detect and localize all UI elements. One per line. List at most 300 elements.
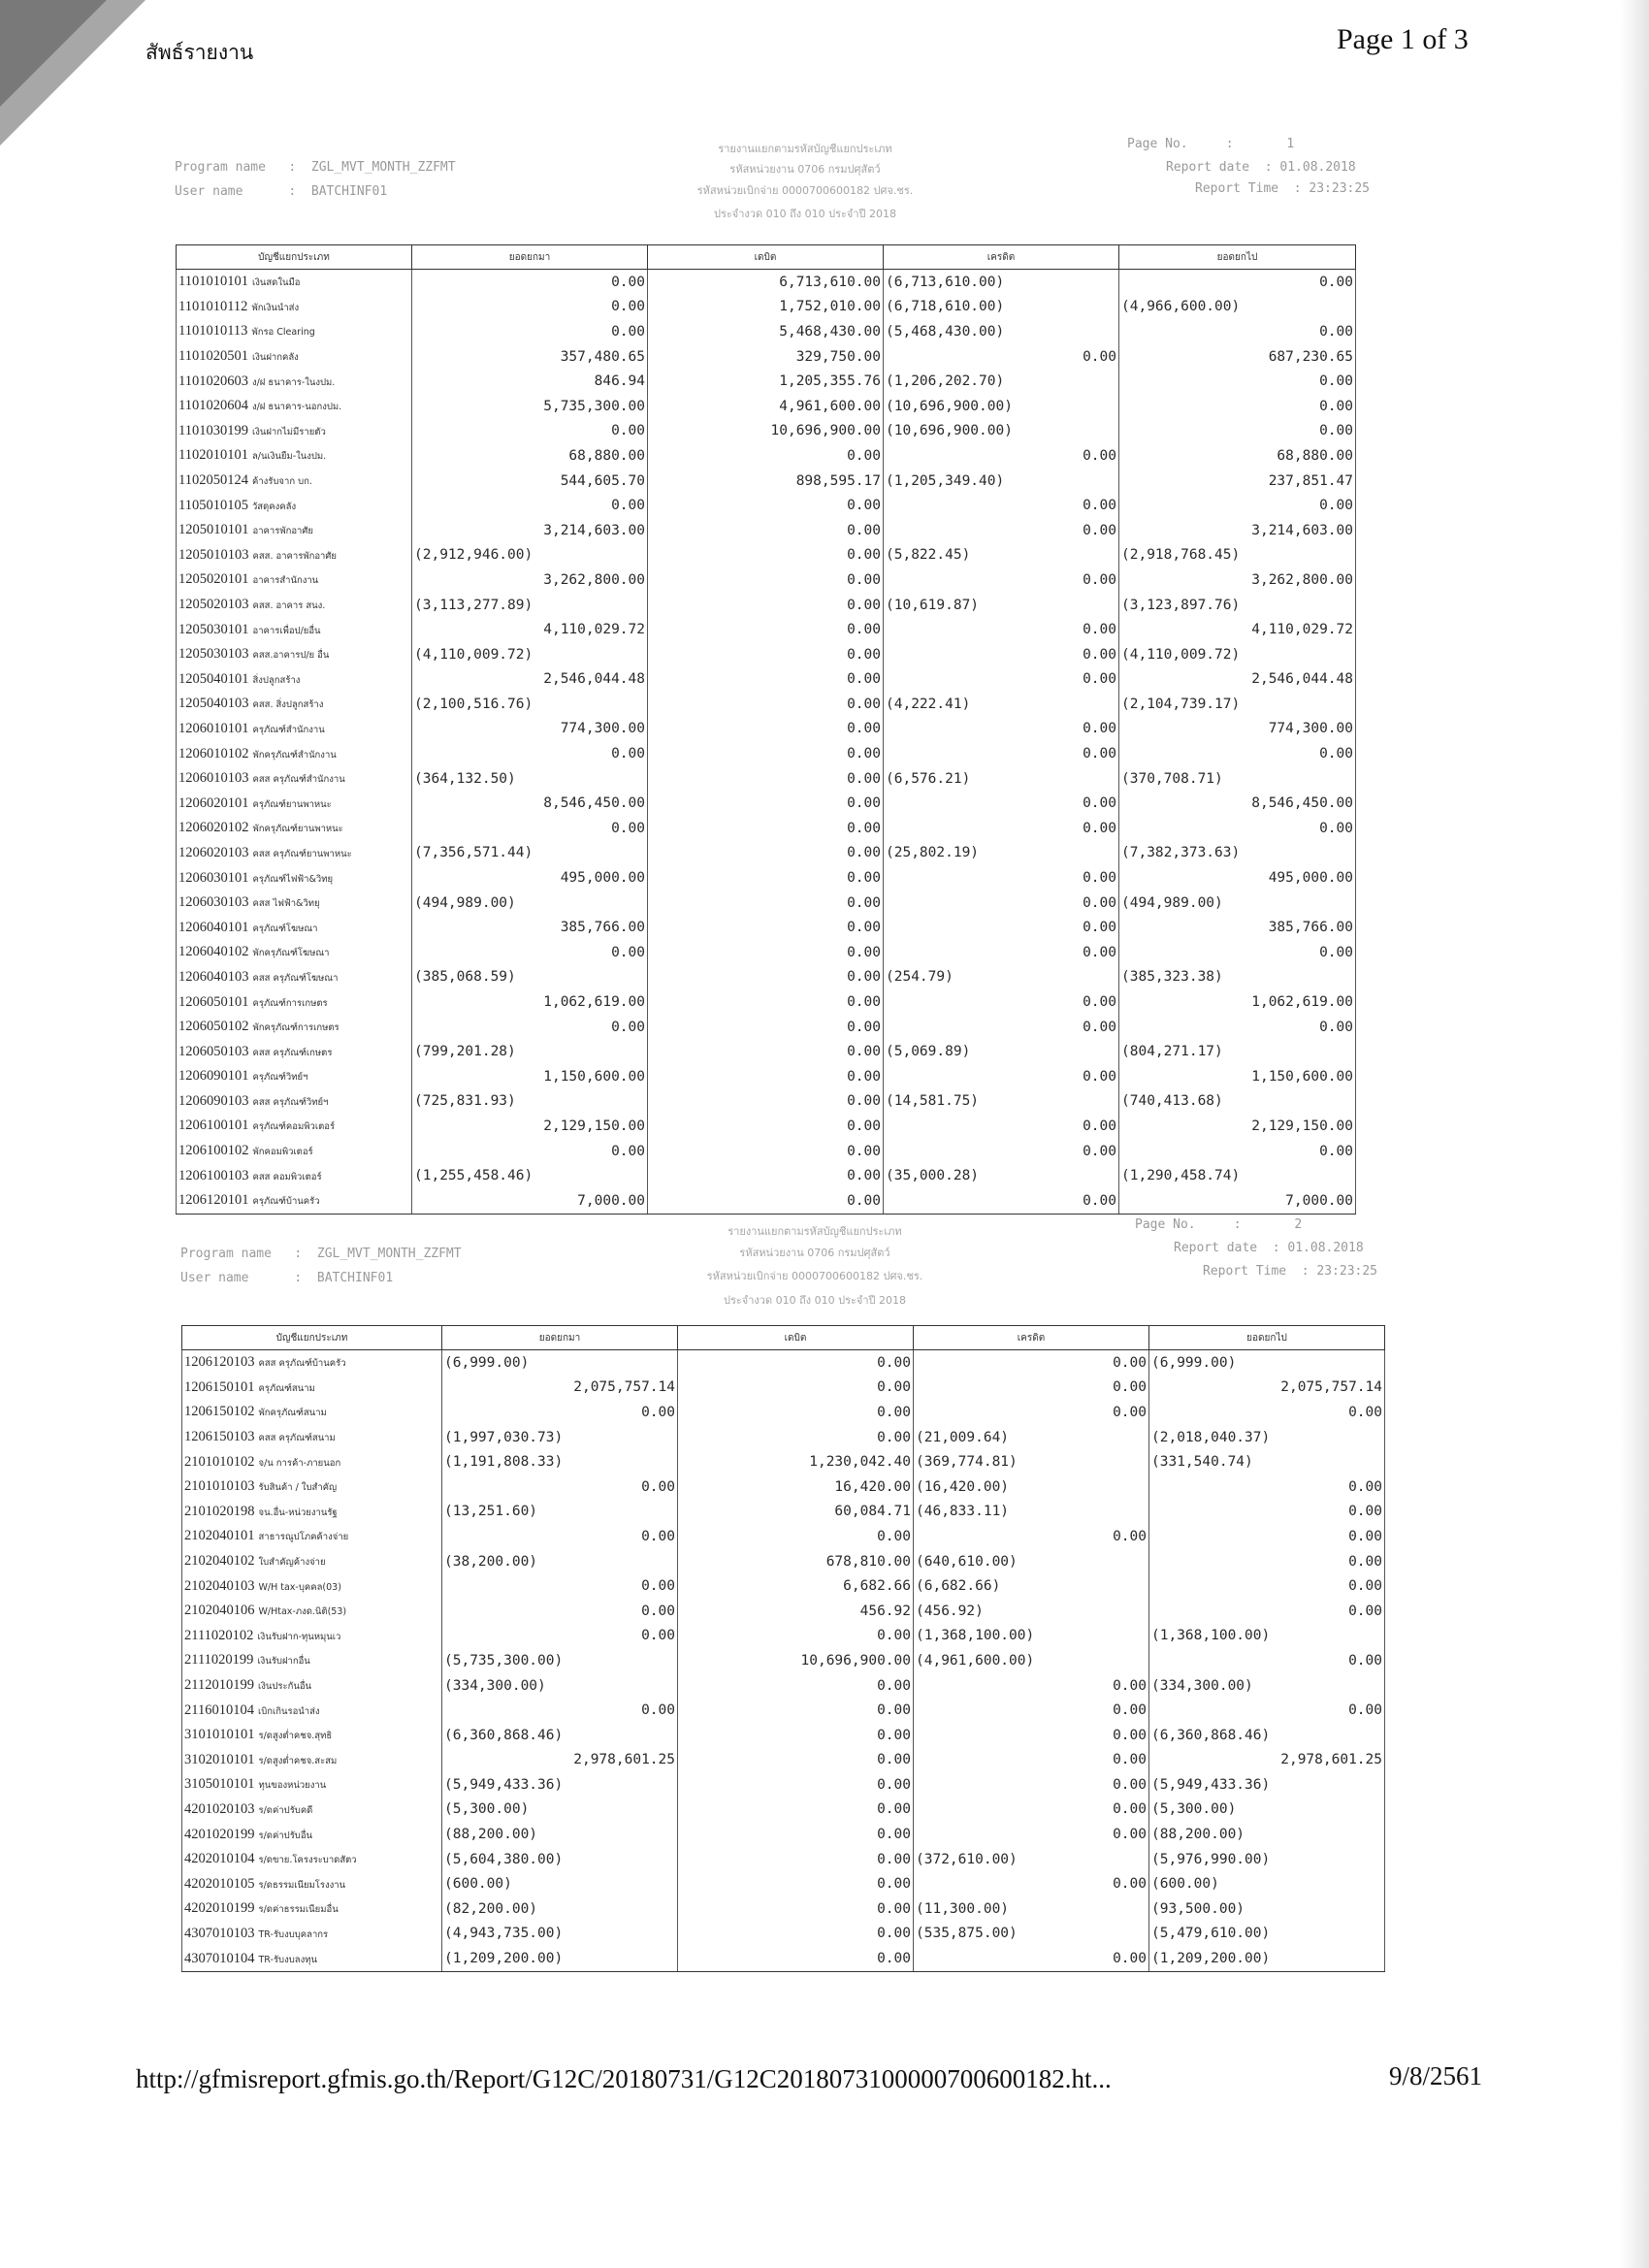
debit-cell: 1,752,010.00 xyxy=(648,295,884,320)
table-row xyxy=(177,1039,1356,1064)
debit-cell: 6,713,610.00 xyxy=(648,270,884,295)
debit-cell: 16,420.00 xyxy=(678,1474,914,1500)
carried-forward-cell: 0.00 xyxy=(1149,1500,1385,1525)
account-code: 1205040103 xyxy=(178,696,249,712)
brought-forward-cell: (725,831.93) xyxy=(412,1089,648,1115)
brought-forward-cell: 2,546,044.48 xyxy=(412,667,648,693)
carried-forward-cell: 495,000.00 xyxy=(1119,865,1356,891)
debit-cell: 0.00 xyxy=(678,1748,914,1773)
table-row xyxy=(177,766,1356,792)
account-code: 1206030103 xyxy=(178,894,249,911)
account-code: 1101020501 xyxy=(178,348,248,365)
brought-forward-cell: (600.00) xyxy=(442,1871,678,1896)
account-description: คสส ครุภัณฑ์เกษตร xyxy=(252,1047,333,1058)
account-cell xyxy=(182,1798,442,1823)
credit-cell: 0.00 xyxy=(884,1064,1119,1089)
credit-cell: 0.00 xyxy=(914,1723,1149,1748)
credit-cell: 0.00 xyxy=(914,1400,1149,1425)
debit-cell: 6,682.66 xyxy=(678,1573,914,1599)
col-header-carried-forward: ยอดยกไป xyxy=(1119,245,1356,270)
account-description: คสส. อาคาร สนง. xyxy=(252,600,326,612)
account-description: ใบสำคัญค้างจ่าย xyxy=(258,1557,326,1569)
table-row xyxy=(177,419,1356,444)
table-row xyxy=(182,1648,1385,1673)
brought-forward-cell: 7,000.00 xyxy=(412,1188,648,1214)
brought-forward-cell: (13,251.60) xyxy=(442,1500,678,1525)
table-row xyxy=(182,1599,1385,1624)
credit-cell: (5,468,430.00) xyxy=(884,319,1119,344)
brought-forward-cell: 0.00 xyxy=(412,940,648,965)
account-cell xyxy=(182,1922,442,1947)
credit-cell: 0.00 xyxy=(884,344,1119,370)
brought-forward-cell: (334,300.00) xyxy=(442,1673,678,1699)
credit-cell: 0.00 xyxy=(914,1798,1149,1823)
debit-cell: 0.00 xyxy=(648,989,884,1015)
debit-cell: 0.00 xyxy=(648,791,884,816)
account-cell xyxy=(177,989,412,1015)
carried-forward-cell: 0.00 xyxy=(1119,1015,1356,1040)
debit-cell: 0.00 xyxy=(678,1798,914,1823)
carried-forward-cell: 0.00 xyxy=(1149,1400,1385,1425)
carried-forward-cell: 0.00 xyxy=(1149,1599,1385,1624)
account-description: สาธารณูปโภคค้างจ่าย xyxy=(258,1532,349,1543)
account-description: พักครุภัณฑ์สำนักงาน xyxy=(252,749,337,761)
table-row xyxy=(182,1500,1385,1525)
debit-cell: 0.00 xyxy=(648,1064,884,1089)
report-time: Report Time : 23:23:25 xyxy=(1203,1264,1378,1279)
table-row xyxy=(177,915,1356,940)
debit-cell: 0.00 xyxy=(648,692,884,717)
account-code: 2116010104 xyxy=(184,1701,254,1718)
carried-forward-cell: (3,123,897.76) xyxy=(1119,593,1356,618)
account-description: ร/ดค่าปรับคดี xyxy=(258,1804,313,1816)
account-code: 1206010101 xyxy=(178,720,249,736)
brought-forward-cell: 846.94 xyxy=(412,369,648,394)
carried-forward-cell: (88,200.00) xyxy=(1149,1822,1385,1847)
account-code: 2102040101 xyxy=(184,1528,255,1544)
page-corner-fold-shadow xyxy=(0,0,107,107)
carried-forward-cell: (7,382,373.63) xyxy=(1119,841,1356,866)
credit-cell: 0.00 xyxy=(884,891,1119,916)
credit-cell: (21,009.64) xyxy=(914,1425,1149,1450)
account-description: เงินรับฝากอื่น xyxy=(257,1656,310,1668)
account-code: 1206030101 xyxy=(178,869,249,886)
report-time: Report Time : 23:23:25 xyxy=(1195,181,1371,196)
table-row xyxy=(182,1772,1385,1798)
debit-cell: 898,595.17 xyxy=(648,469,884,494)
brought-forward-cell: (1,997,030.73) xyxy=(442,1425,678,1450)
account-code: 1205020103 xyxy=(178,597,249,613)
brought-forward-cell: 1,062,619.00 xyxy=(412,989,648,1015)
report-header-line: ประจำงวด 010 ถึง 010 ประจำปี 2018 xyxy=(713,208,896,220)
report-header-line: รหัสหน่วยงาน 0706 กรมปศุสัตว์ xyxy=(739,1247,890,1259)
brought-forward-cell: 0.00 xyxy=(442,1474,678,1500)
debit-cell: 0.00 xyxy=(678,1922,914,1947)
credit-cell: 0.00 xyxy=(914,1350,1149,1376)
table-row xyxy=(177,443,1356,469)
credit-cell: (25,802.19) xyxy=(884,841,1119,866)
account-code: 1206120101 xyxy=(178,1192,249,1209)
account-code: 1101020604 xyxy=(178,398,248,414)
table-row xyxy=(182,1573,1385,1599)
account-code: 1206090103 xyxy=(178,1092,249,1109)
account-description: พักรอ Clearing xyxy=(251,327,315,339)
debit-cell: 0.00 xyxy=(678,1896,914,1922)
carried-forward-cell: (1,290,458.74) xyxy=(1119,1163,1356,1188)
carried-forward-cell: (5,300.00) xyxy=(1149,1798,1385,1823)
account-description: ร/ดธรรมเนียมโรงงาน xyxy=(258,1879,346,1891)
account-cell xyxy=(177,667,412,693)
brought-forward-cell: 8,546,450.00 xyxy=(412,791,648,816)
table-row xyxy=(182,1350,1385,1376)
carried-forward-cell: (1,368,100.00) xyxy=(1149,1624,1385,1649)
debit-cell: 0.00 xyxy=(648,518,884,543)
debit-cell: 0.00 xyxy=(678,1772,914,1798)
col-header-credit: เครดิต xyxy=(914,1326,1149,1350)
credit-cell: (14,581.75) xyxy=(884,1089,1119,1115)
table-row xyxy=(177,1114,1356,1139)
table-row xyxy=(177,865,1356,891)
account-cell xyxy=(182,1772,442,1798)
account-description: เงินรับฝาก-ทุนหมุนเว xyxy=(257,1631,341,1642)
table-row xyxy=(177,989,1356,1015)
report-header-line: รายงานแยกตามรหัสบัญชีแยกประเภท xyxy=(718,143,892,155)
brought-forward-cell: 0.00 xyxy=(442,1698,678,1723)
account-code: 1206010102 xyxy=(178,745,249,761)
account-code: 1206150103 xyxy=(184,1429,255,1445)
brought-forward-cell: 3,214,603.00 xyxy=(412,518,648,543)
col-header-carried-forward: ยอดยกไป xyxy=(1149,1326,1385,1350)
account-cell xyxy=(182,1599,442,1624)
account-cell xyxy=(177,1114,412,1139)
brought-forward-cell: 2,978,601.25 xyxy=(442,1748,678,1773)
account-cell xyxy=(177,493,412,518)
brought-forward-cell: 0.00 xyxy=(412,1139,648,1164)
account-code: 2101010103 xyxy=(184,1478,255,1495)
account-cell xyxy=(177,1015,412,1040)
carried-forward-cell: 0.00 xyxy=(1149,1524,1385,1549)
report-header-line: รหัสหน่วยงาน 0706 กรมปศุสัตว์ xyxy=(729,163,881,176)
account-cell xyxy=(177,344,412,370)
account-cell xyxy=(182,1748,442,1773)
account-description: ร/ดสูงต่ำคชจ.สุทธิ xyxy=(258,1731,333,1742)
col-header-brought-forward: ยอดยกมา xyxy=(412,245,648,270)
credit-cell: 0.00 xyxy=(884,1015,1119,1040)
credit-cell: 0.00 xyxy=(884,518,1119,543)
brought-forward-cell: 774,300.00 xyxy=(412,717,648,742)
account-cell xyxy=(177,319,412,344)
account-description: คสส ครุภัณฑ์สนาม xyxy=(258,1433,336,1444)
account-cell xyxy=(177,841,412,866)
debit-cell: 0.00 xyxy=(648,493,884,518)
credit-cell: (254.79) xyxy=(884,965,1119,990)
credit-cell: (6,576.21) xyxy=(884,766,1119,792)
account-cell xyxy=(182,1549,442,1574)
account-description: คสส. อาคารพักอาศัย xyxy=(252,550,337,562)
table-row xyxy=(182,1624,1385,1649)
account-cell xyxy=(177,369,412,394)
account-code: 1206040103 xyxy=(178,968,249,985)
brought-forward-cell: (364,132.50) xyxy=(412,766,648,792)
user-name: User name : BATCHINF01 xyxy=(180,1271,394,1285)
carried-forward-cell: 0.00 xyxy=(1119,394,1356,419)
account-code: 1206100102 xyxy=(178,1143,249,1159)
table-row xyxy=(182,1425,1385,1450)
brought-forward-cell: 0.00 xyxy=(442,1524,678,1549)
brought-forward-cell: (1,209,200.00) xyxy=(442,1946,678,1971)
credit-cell: 0.00 xyxy=(914,1748,1149,1773)
credit-cell: (10,619.87) xyxy=(884,593,1119,618)
debit-cell: 0.00 xyxy=(648,766,884,792)
account-code: 1205010103 xyxy=(178,546,249,563)
credit-cell: (1,205,349.40) xyxy=(884,469,1119,494)
account-description: เบิกเกินรอนำส่ง xyxy=(257,1705,320,1717)
table-row xyxy=(177,1188,1356,1214)
account-cell xyxy=(182,1400,442,1425)
account-description: ครุภัณฑ์ไฟฟ้า&วิทยุ xyxy=(252,873,334,885)
credit-cell: 0.00 xyxy=(914,1822,1149,1847)
brought-forward-cell: (5,300.00) xyxy=(442,1798,678,1823)
debit-cell: 0.00 xyxy=(648,915,884,940)
carried-forward-cell: (93,500.00) xyxy=(1149,1896,1385,1922)
account-description: ง/ฝ ธนาคาร-ในงปม. xyxy=(251,376,336,388)
account-code: 1205020101 xyxy=(178,571,249,588)
credit-cell: (35,000.28) xyxy=(884,1163,1119,1188)
account-code: 1101010101 xyxy=(178,274,248,290)
account-description: W/H tax-บุคคล(03) xyxy=(258,1581,341,1593)
account-description: คสส ครุภัณฑ์ยานพาหนะ xyxy=(252,848,352,859)
account-code: 1206150102 xyxy=(184,1404,255,1420)
brought-forward-cell: (6,999.00) xyxy=(442,1350,678,1376)
carried-forward-cell: 0.00 xyxy=(1119,493,1356,518)
account-cell xyxy=(177,394,412,419)
account-code: 1205030101 xyxy=(178,621,249,637)
credit-cell: (535,875.00) xyxy=(914,1922,1149,1947)
debit-cell: 0.00 xyxy=(648,717,884,742)
account-code: 1206050101 xyxy=(178,993,249,1010)
table-row xyxy=(177,270,1356,295)
account-description: พักครุภัณฑ์การเกษตร xyxy=(252,1022,340,1034)
brought-forward-cell: 495,000.00 xyxy=(412,865,648,891)
credit-cell: 0.00 xyxy=(884,989,1119,1015)
table-row xyxy=(177,791,1356,816)
carried-forward-cell: 3,262,800.00 xyxy=(1119,567,1356,593)
account-cell xyxy=(182,1425,442,1450)
debit-cell: 1,205,355.76 xyxy=(648,369,884,394)
account-description: ครุภัณฑ์คอมพิวเตอร์ xyxy=(252,1121,336,1133)
account-cell xyxy=(177,469,412,494)
table-row xyxy=(182,1847,1385,1872)
credit-cell: 0.00 xyxy=(884,617,1119,642)
brought-forward-cell: (494,989.00) xyxy=(412,891,648,916)
table-row xyxy=(177,369,1356,394)
account-code: 3105010101 xyxy=(184,1776,255,1793)
account-cell xyxy=(177,717,412,742)
ledger-table-page-1 xyxy=(176,244,1356,1215)
account-cell xyxy=(177,1139,412,1164)
account-description: รับสินค้า / ใบสำคัญ xyxy=(258,1482,338,1494)
brought-forward-cell: 0.00 xyxy=(442,1400,678,1425)
account-code: 4202010104 xyxy=(184,1851,255,1867)
carried-forward-cell: (4,966,600.00) xyxy=(1119,295,1356,320)
account-cell xyxy=(177,965,412,990)
table-row xyxy=(177,394,1356,419)
carried-forward-cell: (600.00) xyxy=(1149,1871,1385,1896)
account-cell xyxy=(182,1350,442,1376)
report-date: Report date : 01.08.2018 xyxy=(1174,1241,1364,1255)
debit-cell: 0.00 xyxy=(678,1624,914,1649)
table-row xyxy=(177,295,1356,320)
account-cell xyxy=(182,1648,442,1673)
account-cell xyxy=(177,816,412,841)
debit-cell: 0.00 xyxy=(648,642,884,667)
debit-cell: 0.00 xyxy=(648,617,884,642)
carried-forward-cell: (6,360,868.46) xyxy=(1149,1723,1385,1748)
credit-cell: (1,368,100.00) xyxy=(914,1624,1149,1649)
carried-forward-cell: 237,851.47 xyxy=(1119,469,1356,494)
account-description: ทุนของหน่วยงาน xyxy=(258,1780,327,1792)
credit-cell: 0.00 xyxy=(884,443,1119,469)
account-description: คสส ไฟฟ้า&วิทยุ xyxy=(252,898,320,910)
account-cell xyxy=(177,865,412,891)
account-description: คสส ครุภัณฑ์สำนักงาน xyxy=(252,774,345,786)
carried-forward-cell: 0.00 xyxy=(1119,319,1356,344)
account-cell xyxy=(182,1871,442,1896)
carried-forward-cell: 687,230.65 xyxy=(1119,344,1356,370)
brought-forward-cell: (7,356,571.44) xyxy=(412,841,648,866)
account-description: เงินประกันอื่น xyxy=(257,1681,312,1693)
account-code: 1105010105 xyxy=(178,497,248,513)
account-description: TR-รับงบลงทุน xyxy=(258,1954,317,1965)
report-date: Report date : 01.08.2018 xyxy=(1166,160,1356,175)
credit-cell: (11,300.00) xyxy=(914,1896,1149,1922)
debit-cell: 0.00 xyxy=(678,1871,914,1896)
account-cell xyxy=(177,791,412,816)
credit-cell: 0.00 xyxy=(914,1376,1149,1401)
brought-forward-cell: 385,766.00 xyxy=(412,915,648,940)
account-code: 1206100101 xyxy=(178,1118,249,1134)
credit-cell: 0.00 xyxy=(884,791,1119,816)
account-cell xyxy=(182,1573,442,1599)
account-cell xyxy=(182,1896,442,1922)
table-row xyxy=(182,1549,1385,1574)
table-row xyxy=(182,1673,1385,1699)
account-cell xyxy=(177,543,412,568)
carried-forward-cell: 0.00 xyxy=(1119,369,1356,394)
brought-forward-cell: 3,262,800.00 xyxy=(412,567,648,593)
page-counter: Page 1 of 3 xyxy=(1337,23,1469,55)
carried-forward-cell: 0.00 xyxy=(1119,270,1356,295)
brought-forward-cell: (5,949,433.36) xyxy=(442,1772,678,1798)
brought-forward-cell: (38,200.00) xyxy=(442,1549,678,1574)
account-code: 4201020199 xyxy=(184,1826,255,1842)
brought-forward-cell: 0.00 xyxy=(442,1573,678,1599)
account-code: 4307010103 xyxy=(184,1925,255,1941)
debit-cell: 0.00 xyxy=(648,667,884,693)
credit-cell: 0.00 xyxy=(884,642,1119,667)
debit-cell: 60,084.71 xyxy=(678,1500,914,1525)
page-no: Page No. : 1 xyxy=(1127,137,1295,151)
brought-forward-cell: 5,735,300.00 xyxy=(412,394,648,419)
carried-forward-cell: 2,546,044.48 xyxy=(1119,667,1356,693)
table-row xyxy=(182,1822,1385,1847)
account-code: 1206040101 xyxy=(178,919,249,935)
table-row xyxy=(177,493,1356,518)
account-description: ง/ฝ ธนาคาร-นอกงปม. xyxy=(251,402,342,413)
debit-cell: 0.00 xyxy=(678,1847,914,1872)
account-description: อาคารสำนักงาน xyxy=(252,575,319,587)
account-description: ค้างรับจาก บก. xyxy=(251,476,312,488)
carried-forward-cell: 0.00 xyxy=(1119,816,1356,841)
debit-cell: 4,961,600.00 xyxy=(648,394,884,419)
account-description: ครุภัณฑ์บ้านครัว xyxy=(252,1196,320,1208)
account-code: 2101010102 xyxy=(184,1453,255,1470)
account-cell xyxy=(182,1847,442,1872)
table-row xyxy=(177,841,1356,866)
account-code: 1206020101 xyxy=(178,794,249,811)
col-header-account: บัญชีแยกประเภท xyxy=(182,1326,442,1350)
credit-cell: 0.00 xyxy=(914,1673,1149,1699)
col-header-debit: เดบิต xyxy=(678,1326,914,1350)
carried-forward-cell: (331,540.74) xyxy=(1149,1449,1385,1474)
table-row xyxy=(182,1698,1385,1723)
credit-cell: 0.00 xyxy=(884,567,1119,593)
account-code: 1206150101 xyxy=(184,1378,255,1395)
carried-forward-cell: (740,413.68) xyxy=(1119,1089,1356,1115)
account-description: สิ่งปลูกสร้าง xyxy=(252,674,301,686)
carried-forward-cell: 2,129,150.00 xyxy=(1119,1114,1356,1139)
account-code: 1101030199 xyxy=(178,422,248,438)
credit-cell: (10,696,900.00) xyxy=(884,419,1119,444)
carried-forward-cell: 0.00 xyxy=(1149,1573,1385,1599)
account-description: ครุภัณฑ์วิทย์ฯ xyxy=(252,1072,308,1084)
account-code: 2111020199 xyxy=(184,1652,254,1669)
page-no: Page No. : 2 xyxy=(1135,1217,1303,1232)
account-code: 4201020103 xyxy=(184,1800,255,1817)
debit-cell: 0.00 xyxy=(678,1350,914,1376)
debit-cell: 0.00 xyxy=(678,1400,914,1425)
debit-cell: 0.00 xyxy=(648,1163,884,1188)
table-row xyxy=(177,567,1356,593)
account-code: 1205030103 xyxy=(178,646,249,663)
credit-cell: (46,833.11) xyxy=(914,1500,1149,1525)
credit-cell: (640,610.00) xyxy=(914,1549,1149,1574)
carried-forward-cell: (5,976,990.00) xyxy=(1149,1847,1385,1872)
account-code: 4202010105 xyxy=(184,1875,255,1892)
table-row xyxy=(182,1946,1385,1971)
credit-cell: 0.00 xyxy=(884,1139,1119,1164)
table-row xyxy=(177,469,1356,494)
col-header-credit: เครดิต xyxy=(884,245,1119,270)
account-cell xyxy=(177,915,412,940)
debit-cell: 0.00 xyxy=(678,1946,914,1971)
account-code: 1102050124 xyxy=(178,472,248,489)
table-row xyxy=(177,1064,1356,1089)
debit-cell: 0.00 xyxy=(648,443,884,469)
carried-forward-cell: 68,880.00 xyxy=(1119,443,1356,469)
debit-cell: 0.00 xyxy=(648,593,884,618)
brought-forward-cell: 68,880.00 xyxy=(412,443,648,469)
table-row xyxy=(182,1376,1385,1401)
brought-forward-cell: 2,075,757.14 xyxy=(442,1376,678,1401)
brought-forward-cell: 1,150,600.00 xyxy=(412,1064,648,1089)
table-row xyxy=(177,1089,1356,1115)
account-cell xyxy=(182,1624,442,1649)
table-row xyxy=(177,1139,1356,1164)
table-row xyxy=(182,1474,1385,1500)
credit-cell: (5,069.89) xyxy=(884,1039,1119,1064)
carried-forward-cell: 1,062,619.00 xyxy=(1119,989,1356,1015)
